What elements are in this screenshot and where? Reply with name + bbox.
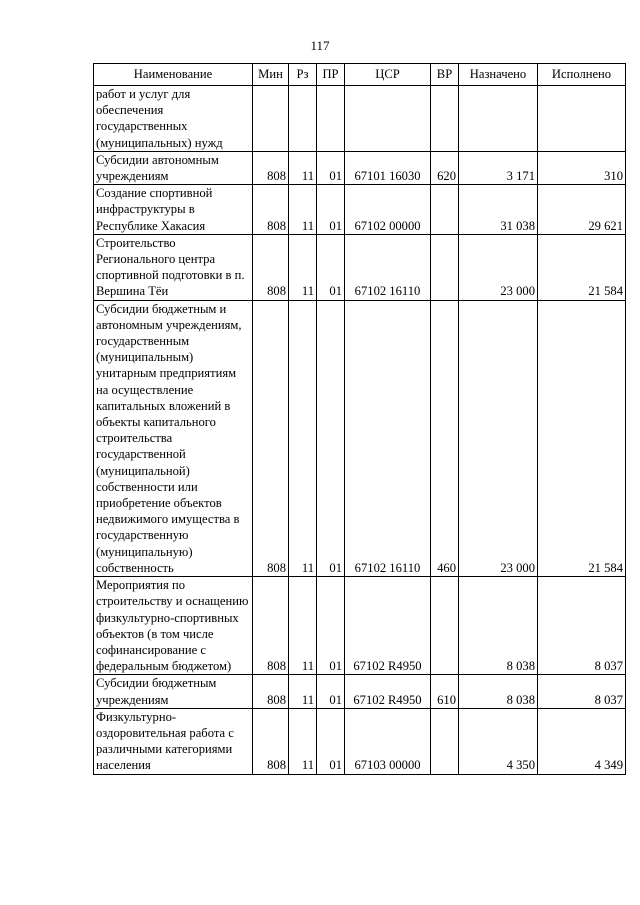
header-min: Мин <box>253 64 289 86</box>
table-row <box>94 300 626 576</box>
row-rz <box>289 86 317 152</box>
row-min <box>253 86 289 152</box>
row-rz: 11 <box>289 577 317 675</box>
header-csr: ЦСР <box>345 64 431 86</box>
row-csr: 67102 16110 <box>345 300 431 576</box>
row-csr: 67103 00000 <box>345 708 431 774</box>
row-rz: 11 <box>289 300 317 576</box>
table-row <box>94 185 626 235</box>
row-vr <box>431 185 459 235</box>
row-vr <box>431 234 459 300</box>
row-pr: 01 <box>317 708 345 774</box>
row-vr <box>431 708 459 774</box>
row-min: 808 <box>253 300 289 576</box>
row-rz: 11 <box>289 185 317 235</box>
row-assigned: 23 000 <box>459 300 538 576</box>
row-csr: 67101 16030 <box>345 151 431 184</box>
row-min: 808 <box>253 577 289 675</box>
row-assigned: 8 038 <box>459 577 538 675</box>
row-name: Субсидии бюджетным учреждениям <box>94 675 253 708</box>
header-vr: ВР <box>431 64 459 86</box>
row-vr <box>431 86 459 152</box>
row-name: Строительство Регионального центра спортивной подготовки в п. Вершина Тёи <box>94 234 253 300</box>
header-rz: Рз <box>289 64 317 86</box>
row-executed: 310 <box>538 151 626 184</box>
table-row <box>94 234 626 300</box>
row-assigned: 4 350 <box>459 708 538 774</box>
row-name: Физкультурно-оздоровительная работа с различными категориями населения <box>94 708 253 774</box>
table-row <box>94 86 626 152</box>
header-name: Наименование <box>94 64 253 86</box>
row-csr: 67102 R4950 <box>345 675 431 708</box>
table-row <box>94 708 626 774</box>
row-min: 808 <box>253 234 289 300</box>
row-executed: 29 621 <box>538 185 626 235</box>
row-executed: 21 584 <box>538 300 626 576</box>
row-name: Создание спортивной инфраструктуры в Республике Хакасия <box>94 185 253 235</box>
row-executed <box>538 86 626 152</box>
row-pr: 01 <box>317 675 345 708</box>
row-executed: 8 037 <box>538 577 626 675</box>
row-pr: 01 <box>317 151 345 184</box>
header-executed: Исполнено <box>538 64 626 86</box>
budget-table <box>93 63 626 775</box>
row-name: Субсидии автономным учреждениям <box>94 151 253 184</box>
row-pr: 01 <box>317 185 345 235</box>
row-min: 808 <box>253 151 289 184</box>
row-csr: 67102 R4950 <box>345 577 431 675</box>
row-rz: 11 <box>289 675 317 708</box>
row-pr: 01 <box>317 234 345 300</box>
page-number: 117 <box>310 38 330 53</box>
row-pr <box>317 86 345 152</box>
row-csr <box>345 86 431 152</box>
row-csr: 67102 16110 <box>345 234 431 300</box>
row-rz: 11 <box>289 151 317 184</box>
row-assigned: 8 038 <box>459 675 538 708</box>
header-row <box>94 64 626 86</box>
row-assigned: 3 171 <box>459 151 538 184</box>
row-name: Субсидии бюджетным и автономным учреждениям, государственным (муниципальным) унитарным предприятиям на осуществление капитальных вложений в объекты капитального строительства государственной (муниципальной) собственности или приобретение объектов недвижимого имущества в государственную (муниципальную) собственность <box>94 300 253 576</box>
row-rz: 11 <box>289 708 317 774</box>
row-assigned <box>459 86 538 152</box>
table-row <box>94 151 626 184</box>
table-row <box>94 675 626 708</box>
row-pr: 01 <box>317 300 345 576</box>
row-min: 808 <box>253 708 289 774</box>
row-assigned: 23 000 <box>459 234 538 300</box>
row-executed: 8 037 <box>538 675 626 708</box>
row-min: 808 <box>253 185 289 235</box>
row-vr <box>431 577 459 675</box>
row-name: Мероприятия по строительству и оснащению физкультурно-спортивных объектов (в том числе софинансирование с федеральным бюджетом) <box>94 577 253 675</box>
header-assigned: Назначено <box>459 64 538 86</box>
row-min: 808 <box>253 675 289 708</box>
row-vr: 460 <box>431 300 459 576</box>
row-rz: 11 <box>289 234 317 300</box>
row-name: работ и услуг для обеспечения государственных (муниципальных) нужд <box>94 86 253 152</box>
row-executed: 21 584 <box>538 234 626 300</box>
row-vr: 610 <box>431 675 459 708</box>
row-pr: 01 <box>317 577 345 675</box>
row-executed: 4 349 <box>538 708 626 774</box>
header-pr: ПР <box>317 64 345 86</box>
row-vr: 620 <box>431 151 459 184</box>
row-csr: 67102 00000 <box>345 185 431 235</box>
table-row <box>94 577 626 675</box>
row-assigned: 31 038 <box>459 185 538 235</box>
